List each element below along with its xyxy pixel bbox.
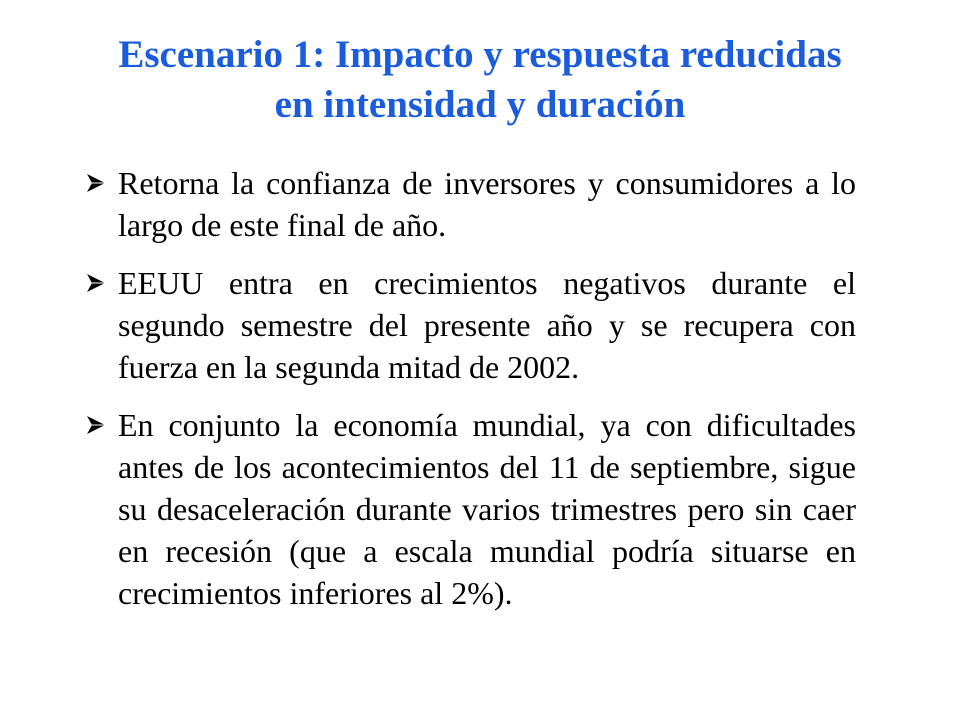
- slide-title-line-1: Escenario 1: Impacto y respuesta reducidas: [118, 33, 842, 76]
- bullet-text: EEUU entra en crecimientos negativos durante el segundo semestre del presente año y se recupera con fuerza en la segunda mitad de 2002.: [118, 265, 856, 385]
- bullet-text: En conjunto la economía mundial, ya con dificultades antes de los acontecimientos del 11 de septiembre, sigue su desaceleración durante varios trimestres pero sin caer en recesión (que a escala mundial podría situarse en crecimientos inferiores al 2%).: [118, 407, 856, 611]
- bullet-item: [84, 162, 856, 246]
- arrowhead-bullet-icon: [84, 171, 108, 195]
- arrowhead-bullet-icon: [84, 413, 108, 437]
- slide-title: [60, 30, 900, 130]
- bullet-list: [84, 162, 856, 630]
- arrowhead-bullet-icon: [84, 271, 108, 295]
- bullet-item: [84, 262, 856, 388]
- slide-title-line-2: en intensidad y duración: [274, 83, 686, 126]
- bullet-item: [84, 404, 856, 614]
- bullet-text: Retorna la confianza de inversores y consumidores a lo largo de este final de año.: [118, 165, 856, 243]
